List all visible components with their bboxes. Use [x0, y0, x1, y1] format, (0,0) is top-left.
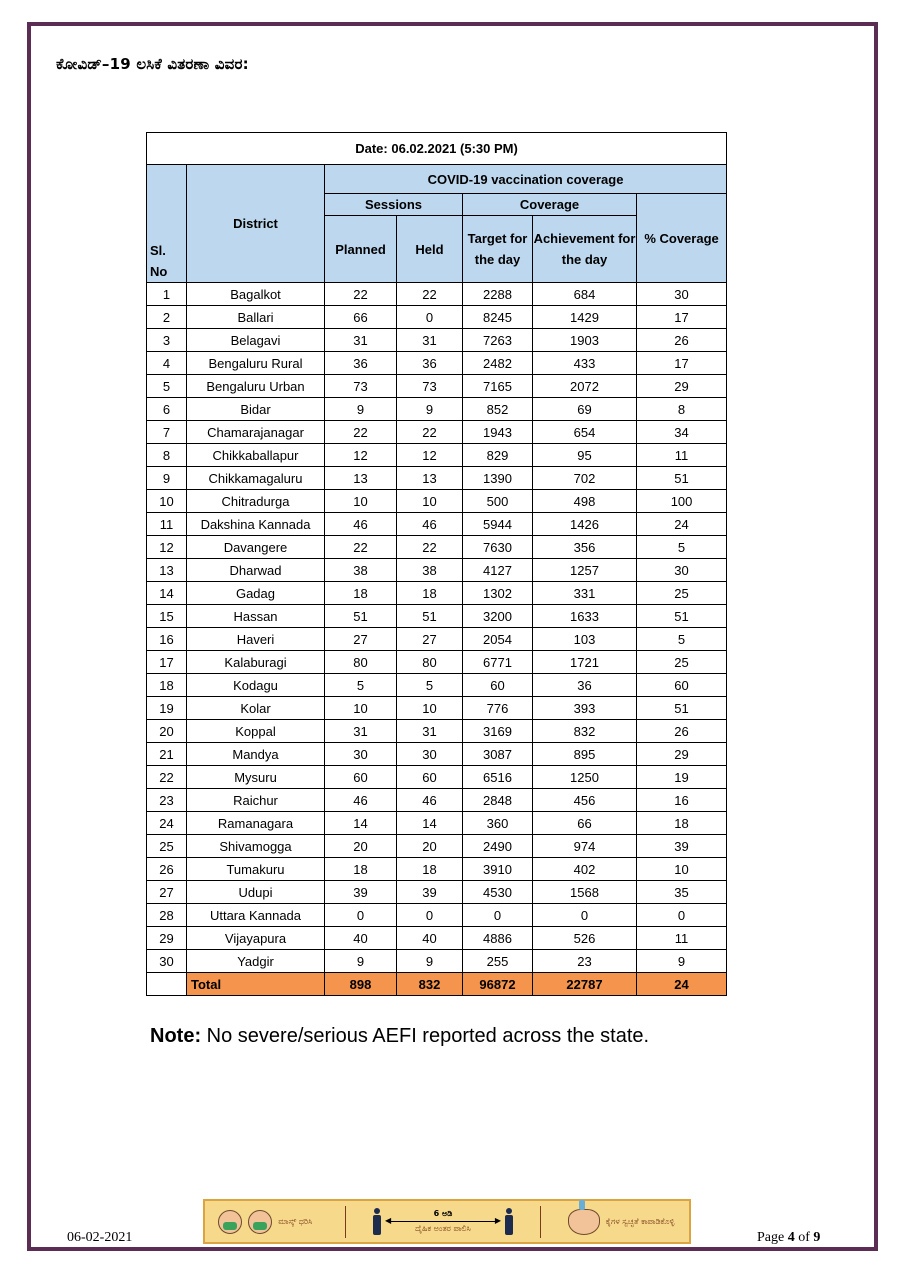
double-arrow-icon: [388, 1221, 498, 1222]
page-prefix: Page: [757, 1230, 788, 1245]
target-cell: 4127: [463, 559, 533, 582]
district-cell: Ballari: [187, 306, 325, 329]
held-cell: 13: [397, 467, 463, 490]
page-heading: ಕೋವಿಡ್–19 ಲಸಿಕೆ ವಿತರಣಾ ವಿವರ:: [56, 55, 249, 73]
note: [150, 1025, 649, 1048]
achievement-cell: 433: [533, 352, 637, 375]
total-row: [147, 973, 727, 996]
planned-cell: 22: [325, 283, 397, 306]
person-icon: [372, 1208, 382, 1236]
table-row: [147, 582, 727, 605]
planned-cell: 9: [325, 950, 397, 973]
pct-coverage-cell: 0: [637, 904, 727, 927]
achievement-cell: 2072: [533, 375, 637, 398]
achievement-cell: 684: [533, 283, 637, 306]
table-row: [147, 651, 727, 674]
held-cell: 18: [397, 858, 463, 881]
planned-cell: 39: [325, 881, 397, 904]
held-cell: 9: [397, 398, 463, 421]
mask-text: ಮಾಸ್ಕ್ ಧರಿಸಿ: [278, 1216, 313, 1226]
banner-divider-2: [540, 1206, 541, 1238]
held-cell: 46: [397, 513, 463, 536]
pct-coverage-cell: 25: [637, 651, 727, 674]
target-cell: 4886: [463, 927, 533, 950]
target-cell: 3200: [463, 605, 533, 628]
achievement-cell: 356: [533, 536, 637, 559]
planned-cell: 20: [325, 835, 397, 858]
district-cell: Shivamogga: [187, 835, 325, 858]
sl-no-cell: 3: [147, 329, 187, 352]
district-cell: Haveri: [187, 628, 325, 651]
total-held: 832: [397, 973, 463, 996]
table-row: [147, 720, 727, 743]
column-header-target: Target for the day: [463, 216, 533, 283]
held-cell: 46: [397, 789, 463, 812]
planned-cell: 80: [325, 651, 397, 674]
sl-no-cell: 2: [147, 306, 187, 329]
pct-coverage-cell: 9: [637, 950, 727, 973]
district-cell: Chikkaballapur: [187, 444, 325, 467]
target-cell: 255: [463, 950, 533, 973]
total-achievement: 22787: [533, 973, 637, 996]
sl-no-cell: 27: [147, 881, 187, 904]
pct-coverage-cell: 17: [637, 352, 727, 375]
masked-face-icon-2: [248, 1210, 272, 1234]
achievement-cell: 23: [533, 950, 637, 973]
planned-cell: 5: [325, 674, 397, 697]
total-label: Total: [187, 973, 325, 996]
target-cell: 2054: [463, 628, 533, 651]
table-row: [147, 881, 727, 904]
district-cell: Bengaluru Urban: [187, 375, 325, 398]
target-cell: 7165: [463, 375, 533, 398]
total-pct-coverage: 24: [637, 973, 727, 996]
banner-divider: [345, 1206, 346, 1238]
column-group-sessions: Sessions: [325, 194, 463, 216]
pct-coverage-cell: 26: [637, 720, 727, 743]
pct-coverage-cell: 16: [637, 789, 727, 812]
pct-coverage-cell: 5: [637, 628, 727, 651]
planned-cell: 40: [325, 927, 397, 950]
district-cell: Gadag: [187, 582, 325, 605]
achievement-cell: 974: [533, 835, 637, 858]
table-body: [147, 283, 727, 973]
held-cell: 22: [397, 536, 463, 559]
held-cell: 0: [397, 904, 463, 927]
held-cell: 80: [397, 651, 463, 674]
table-row: [147, 766, 727, 789]
table-row: [147, 904, 727, 927]
sl-no-cell: 5: [147, 375, 187, 398]
held-cell: 0: [397, 306, 463, 329]
achievement-cell: 456: [533, 789, 637, 812]
target-cell: 852: [463, 398, 533, 421]
pct-coverage-cell: 30: [637, 283, 727, 306]
mask-segment: [218, 1210, 318, 1234]
district-cell: Kolar: [187, 697, 325, 720]
target-cell: 3910: [463, 858, 533, 881]
held-cell: 30: [397, 743, 463, 766]
planned-cell: 13: [325, 467, 397, 490]
distance-indicator: [388, 1209, 498, 1234]
sl-no-cell: 11: [147, 513, 187, 536]
sl-no-cell: 10: [147, 490, 187, 513]
achievement-cell: 895: [533, 743, 637, 766]
sl-no-cell: 8: [147, 444, 187, 467]
target-cell: 2490: [463, 835, 533, 858]
sl-no-cell: 16: [147, 628, 187, 651]
vaccination-coverage-table: [146, 132, 727, 996]
district-cell: Uttara Kannada: [187, 904, 325, 927]
district-cell: Chitradurga: [187, 490, 325, 513]
held-cell: 27: [397, 628, 463, 651]
achievement-cell: 0: [533, 904, 637, 927]
sl-no-cell: 21: [147, 743, 187, 766]
target-cell: 2848: [463, 789, 533, 812]
held-cell: 51: [397, 605, 463, 628]
table-row: [147, 950, 727, 973]
page-total: 9: [813, 1230, 821, 1245]
pct-coverage-cell: 11: [637, 444, 727, 467]
table-row: [147, 835, 727, 858]
table-row: [147, 329, 727, 352]
sl-no-cell: 22: [147, 766, 187, 789]
sl-no-cell: 30: [147, 950, 187, 973]
planned-cell: 0: [325, 904, 397, 927]
table-row: [147, 559, 727, 582]
table-row: [147, 628, 727, 651]
held-cell: 60: [397, 766, 463, 789]
pct-coverage-cell: 29: [637, 743, 727, 766]
planned-cell: 60: [325, 766, 397, 789]
pct-coverage-cell: 25: [637, 582, 727, 605]
planned-cell: 66: [325, 306, 397, 329]
planned-cell: 46: [325, 513, 397, 536]
held-cell: 73: [397, 375, 463, 398]
covid-safety-banner: [203, 1199, 691, 1244]
target-cell: 776: [463, 697, 533, 720]
table-row: [147, 513, 727, 536]
column-header-sl-no: Sl. No: [147, 165, 187, 283]
target-cell: 1302: [463, 582, 533, 605]
planned-cell: 73: [325, 375, 397, 398]
achievement-cell: 654: [533, 421, 637, 444]
held-cell: 31: [397, 329, 463, 352]
planned-cell: 22: [325, 421, 397, 444]
total-planned: 898: [325, 973, 397, 996]
target-cell: 2482: [463, 352, 533, 375]
target-cell: 2288: [463, 283, 533, 306]
achievement-cell: 69: [533, 398, 637, 421]
district-cell: Yadgir: [187, 950, 325, 973]
target-cell: 8245: [463, 306, 533, 329]
target-cell: 1943: [463, 421, 533, 444]
planned-cell: 31: [325, 329, 397, 352]
achievement-cell: 331: [533, 582, 637, 605]
note-text: No severe/serious AEFI reported across the state.: [201, 1025, 650, 1047]
footer-page-number: [757, 1230, 820, 1246]
hands-text: ಕೈಗಳ ಸ್ವಚ್ಛತೆ ಕಾಪಾಡಿಕೊಳ್ಳಿ: [605, 1216, 675, 1226]
target-cell: 360: [463, 812, 533, 835]
planned-cell: 27: [325, 628, 397, 651]
planned-cell: 9: [325, 398, 397, 421]
sl-no-cell: 20: [147, 720, 187, 743]
table-row: [147, 467, 727, 490]
planned-cell: 18: [325, 582, 397, 605]
total-target: 96872: [463, 973, 533, 996]
achievement-cell: 1903: [533, 329, 637, 352]
hands-segment: [568, 1209, 676, 1235]
district-cell: Mandya: [187, 743, 325, 766]
footer-date: 06-02-2021: [67, 1230, 133, 1245]
achievement-cell: 36: [533, 674, 637, 697]
pct-coverage-cell: 39: [637, 835, 727, 858]
district-cell: Hassan: [187, 605, 325, 628]
sl-no-cell: 24: [147, 812, 187, 835]
sl-no-cell: 15: [147, 605, 187, 628]
held-cell: 31: [397, 720, 463, 743]
sl-no-cell: 17: [147, 651, 187, 674]
sl-no-cell: 18: [147, 674, 187, 697]
district-cell: Dakshina Kannada: [187, 513, 325, 536]
pct-coverage-cell: 35: [637, 881, 727, 904]
column-header-planned: Planned: [325, 216, 397, 283]
held-cell: 10: [397, 697, 463, 720]
achievement-cell: 1429: [533, 306, 637, 329]
table-row: [147, 283, 727, 306]
table-date-title: Date: 06.02.2021 (5:30 PM): [147, 133, 727, 165]
table-row: [147, 421, 727, 444]
district-cell: Davangere: [187, 536, 325, 559]
district-cell: Vijayapura: [187, 927, 325, 950]
pct-coverage-cell: 100: [637, 490, 727, 513]
held-cell: 14: [397, 812, 463, 835]
achievement-cell: 1633: [533, 605, 637, 628]
target-cell: 0: [463, 904, 533, 927]
target-cell: 3087: [463, 743, 533, 766]
district-cell: Udupi: [187, 881, 325, 904]
target-cell: 6771: [463, 651, 533, 674]
district-cell: Koppal: [187, 720, 325, 743]
pct-coverage-cell: 34: [637, 421, 727, 444]
pct-coverage-cell: 30: [637, 559, 727, 582]
distance-text: ದೈಹಿಕ ಅಂತರ ಪಾಲಿಸಿ: [415, 1224, 471, 1233]
achievement-cell: 95: [533, 444, 637, 467]
masked-face-icon: [218, 1210, 242, 1234]
pct-coverage-cell: 17: [637, 306, 727, 329]
district-cell: Bagalkot: [187, 283, 325, 306]
table-row: [147, 743, 727, 766]
pct-coverage-cell: 24: [637, 513, 727, 536]
distance-value: 6 ಅಡಿ: [433, 1209, 453, 1218]
pct-coverage-cell: 8: [637, 398, 727, 421]
target-cell: 60: [463, 674, 533, 697]
pct-coverage-cell: 10: [637, 858, 727, 881]
pct-coverage-cell: 19: [637, 766, 727, 789]
target-cell: 7263: [463, 329, 533, 352]
target-cell: 829: [463, 444, 533, 467]
table-row: [147, 352, 727, 375]
pct-coverage-cell: 26: [637, 329, 727, 352]
table-row: [147, 858, 727, 881]
planned-cell: 30: [325, 743, 397, 766]
planned-cell: 38: [325, 559, 397, 582]
sl-no-cell: 6: [147, 398, 187, 421]
district-cell: Tumakuru: [187, 858, 325, 881]
target-cell: 3169: [463, 720, 533, 743]
note-label: Note:: [150, 1025, 202, 1047]
held-cell: 40: [397, 927, 463, 950]
achievement-cell: 393: [533, 697, 637, 720]
achievement-cell: 103: [533, 628, 637, 651]
pct-coverage-cell: 51: [637, 605, 727, 628]
district-cell: Chikkamagaluru: [187, 467, 325, 490]
planned-cell: 51: [325, 605, 397, 628]
sl-no-cell: 26: [147, 858, 187, 881]
planned-cell: 14: [325, 812, 397, 835]
distance-segment: [372, 1208, 514, 1236]
achievement-cell: 702: [533, 467, 637, 490]
pct-coverage-cell: 18: [637, 812, 727, 835]
planned-cell: 36: [325, 352, 397, 375]
sl-no-cell: 13: [147, 559, 187, 582]
held-cell: 20: [397, 835, 463, 858]
held-cell: 36: [397, 352, 463, 375]
district-cell: Raichur: [187, 789, 325, 812]
district-cell: Dharwad: [187, 559, 325, 582]
table-row: [147, 306, 727, 329]
held-cell: 9: [397, 950, 463, 973]
held-cell: 22: [397, 421, 463, 444]
achievement-cell: 1257: [533, 559, 637, 582]
table-row: [147, 490, 727, 513]
sl-no-cell: 1: [147, 283, 187, 306]
achievement-cell: 66: [533, 812, 637, 835]
table-row: [147, 375, 727, 398]
held-cell: 12: [397, 444, 463, 467]
pct-coverage-cell: 29: [637, 375, 727, 398]
column-header-district: District: [187, 165, 325, 283]
pct-coverage-cell: 11: [637, 927, 727, 950]
column-group-coverage: Coverage: [463, 194, 637, 216]
district-cell: Bengaluru Rural: [187, 352, 325, 375]
sl-no-cell: 14: [147, 582, 187, 605]
sl-no-cell: 29: [147, 927, 187, 950]
planned-cell: 10: [325, 697, 397, 720]
pct-coverage-cell: 51: [637, 467, 727, 490]
table-row: [147, 927, 727, 950]
district-cell: Chamarajanagar: [187, 421, 325, 444]
held-cell: 18: [397, 582, 463, 605]
held-cell: 22: [397, 283, 463, 306]
table-row: [147, 605, 727, 628]
target-cell: 5944: [463, 513, 533, 536]
coverage-title: COVID-19 vaccination coverage: [325, 165, 727, 194]
sl-no-cell: 23: [147, 789, 187, 812]
district-cell: Mysuru: [187, 766, 325, 789]
planned-cell: 12: [325, 444, 397, 467]
target-cell: 500: [463, 490, 533, 513]
table-row: [147, 812, 727, 835]
district-cell: Kodagu: [187, 674, 325, 697]
table-row: [147, 444, 727, 467]
total-blank-cell: [147, 973, 187, 996]
column-header-pct-coverage: % Coverage: [637, 194, 727, 283]
sl-no-cell: 4: [147, 352, 187, 375]
sl-no-cell: 12: [147, 536, 187, 559]
held-cell: 38: [397, 559, 463, 582]
achievement-cell: 402: [533, 858, 637, 881]
column-header-achievement: Achievement for the day: [533, 216, 637, 283]
achievement-cell: 1721: [533, 651, 637, 674]
target-cell: 7630: [463, 536, 533, 559]
pct-coverage-cell: 51: [637, 697, 727, 720]
achievement-cell: 1426: [533, 513, 637, 536]
page-mid: of: [794, 1230, 814, 1245]
achievement-cell: 526: [533, 927, 637, 950]
held-cell: 5: [397, 674, 463, 697]
column-header-held: Held: [397, 216, 463, 283]
sl-no-cell: 25: [147, 835, 187, 858]
planned-cell: 18: [325, 858, 397, 881]
hand-wash-icon: [568, 1209, 600, 1235]
sl-no-cell: 9: [147, 467, 187, 490]
table-row: [147, 674, 727, 697]
achievement-cell: 1568: [533, 881, 637, 904]
achievement-cell: 1250: [533, 766, 637, 789]
district-cell: Belagavi: [187, 329, 325, 352]
planned-cell: 46: [325, 789, 397, 812]
table-row: [147, 789, 727, 812]
page-current: 4: [787, 1230, 795, 1245]
achievement-cell: 498: [533, 490, 637, 513]
planned-cell: 10: [325, 490, 397, 513]
held-cell: 10: [397, 490, 463, 513]
planned-cell: 22: [325, 536, 397, 559]
person-icon-2: [504, 1208, 514, 1236]
sl-no-cell: 19: [147, 697, 187, 720]
target-cell: 6516: [463, 766, 533, 789]
table-row: [147, 536, 727, 559]
district-cell: Ramanagara: [187, 812, 325, 835]
sl-no-cell: 7: [147, 421, 187, 444]
table-row: [147, 398, 727, 421]
held-cell: 39: [397, 881, 463, 904]
sl-no-cell: 28: [147, 904, 187, 927]
planned-cell: 31: [325, 720, 397, 743]
achievement-cell: 832: [533, 720, 637, 743]
district-cell: Bidar: [187, 398, 325, 421]
district-cell: Kalaburagi: [187, 651, 325, 674]
target-cell: 4530: [463, 881, 533, 904]
pct-coverage-cell: 5: [637, 536, 727, 559]
target-cell: 1390: [463, 467, 533, 490]
table-row: [147, 697, 727, 720]
pct-coverage-cell: 60: [637, 674, 727, 697]
